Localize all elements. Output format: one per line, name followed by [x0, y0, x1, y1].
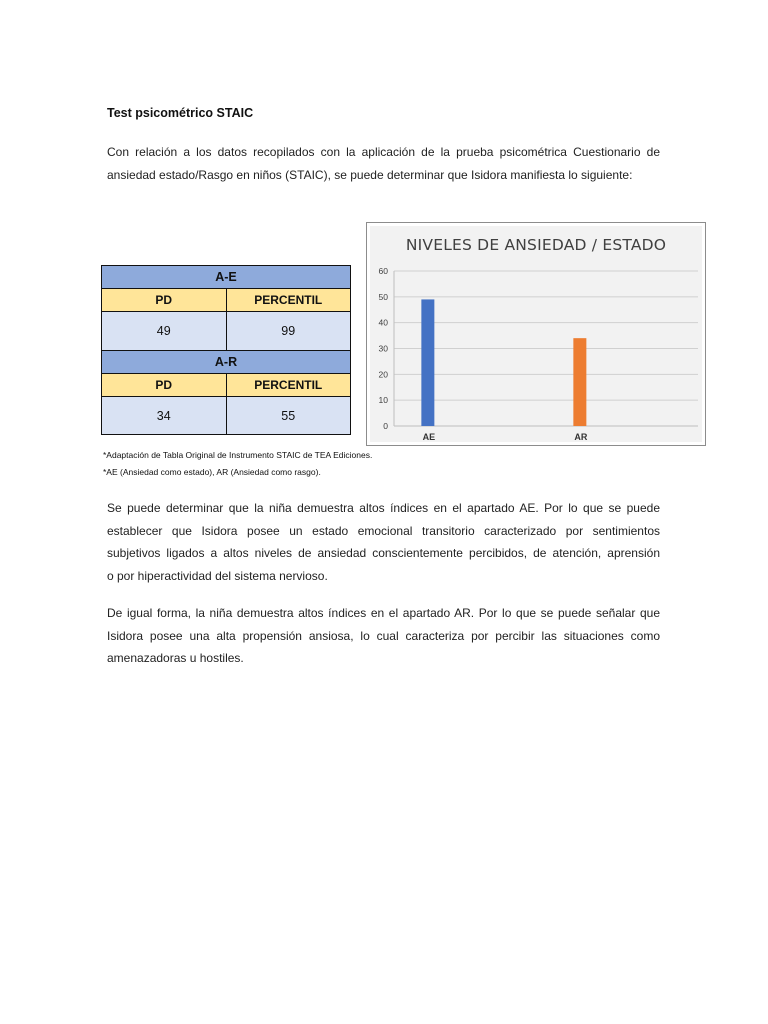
staic-results-table	[101, 265, 351, 435]
ar-percentil-value: 55	[226, 397, 351, 435]
bar-ar	[573, 338, 586, 426]
x-tick-label: AR	[574, 432, 588, 442]
ar-pd-value: 34	[102, 397, 227, 435]
paragraph-line: o por hiperactividad del sistema nervioso.	[107, 568, 328, 583]
ae-percentil-value: 99	[226, 312, 351, 351]
paragraph-line: Isidora posee una alta propensión ansiosa, lo cual caracteriza por percibir las situaciones como	[107, 628, 660, 643]
ae-title-cell: A-E	[102, 266, 351, 289]
bar-ae	[421, 299, 434, 426]
intro-paragraph	[107, 141, 660, 186]
x-tick-label: AE	[422, 432, 436, 442]
y-tick-label: 60	[378, 266, 388, 276]
paragraph-line: De igual forma, la niña demuestra altos índices en el apartado AR. Por lo que se puede señalar que	[107, 606, 660, 620]
abbreviation-note: *AE (Ansiedad como estado), AR (Ansiedad como rasgo).	[103, 467, 321, 477]
ar-pd-header: PD	[102, 374, 227, 397]
paragraph-line: amenazadoras u hostiles.	[107, 651, 244, 665]
intro-line: Con relación a los datos recopilados con la aplicación de la prueba psicométrica Cuestionario de	[107, 145, 660, 159]
y-tick-label: 30	[378, 343, 388, 354]
ae-interpretation-paragraph	[107, 497, 660, 587]
section-heading: Test psicométrico STAIC	[107, 106, 254, 120]
ar-interpretation-paragraph	[107, 602, 660, 670]
ae-percentil-header: PERCENTIL	[226, 289, 351, 312]
paragraph-line: establecer que Isidora posee un estado emocional transitorio caracterizado por sentimientos	[107, 523, 660, 538]
table-source-note: *Adaptación de Tabla Original de Instrumento STAIC de TEA Ediciones.	[103, 450, 373, 460]
y-tick-label: 0	[383, 421, 388, 431]
ar-percentil-header: PERCENTIL	[226, 374, 351, 397]
intro-line: ansiedad estado/Rasgo en niños (STAIC), se puede determinar que Isidora manifiesta lo siguiente:	[107, 167, 633, 182]
y-tick-label: 20	[378, 369, 388, 380]
y-tick-label: 50	[378, 291, 388, 302]
paragraph-line: subjetivos ligados a altos niveles de ansiedad conscientemente percibidos, de atención, aprensión	[107, 546, 660, 560]
chart-area	[370, 226, 702, 442]
ar-title-cell: A-R	[102, 351, 351, 374]
anxiety-chart	[366, 222, 706, 446]
chart-title: NIVELES DE ANSIEDAD / ESTADO	[405, 236, 667, 254]
y-tick-label: 40	[378, 317, 388, 328]
ae-pd-header: PD	[102, 289, 227, 312]
ae-pd-value: 49	[102, 312, 227, 351]
paragraph-line: Se puede determinar que la niña demuestra altos índices en el apartado AE. Por lo que se puede	[107, 501, 660, 515]
y-tick-label: 10	[378, 395, 388, 406]
chart-plot	[370, 226, 702, 442]
